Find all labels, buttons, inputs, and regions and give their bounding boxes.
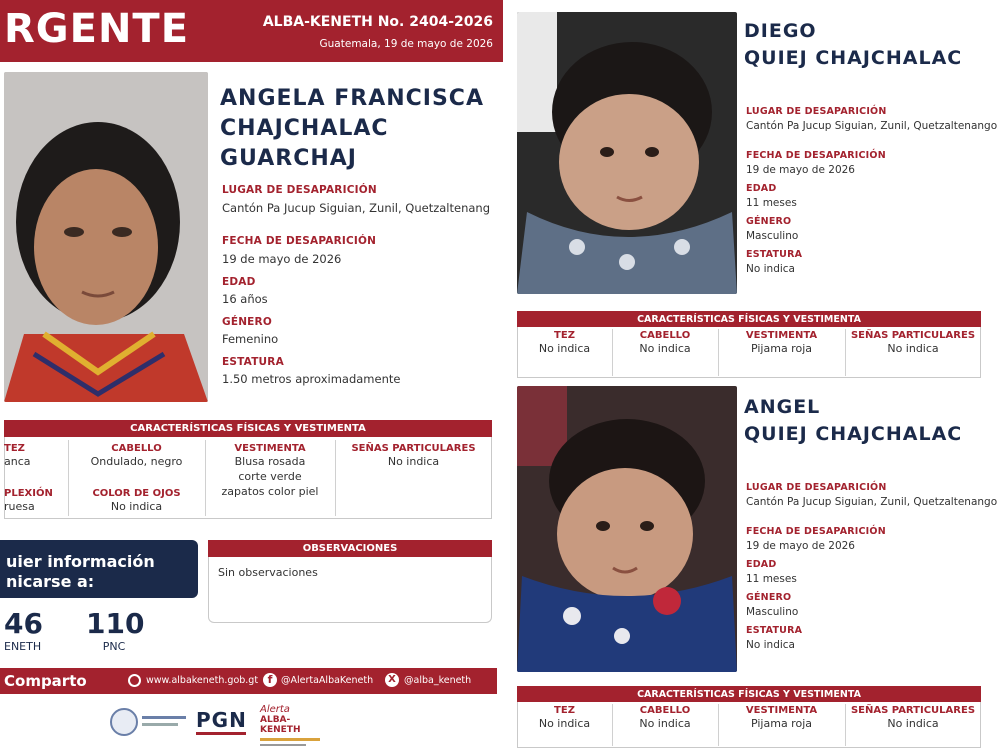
- person-name: [744, 18, 962, 72]
- alba-word: ALBA-KENETH: [260, 715, 301, 735]
- government-logo-text2: [142, 723, 178, 726]
- col-value: No indica: [110, 500, 163, 513]
- field-label: FECHA DE DESAPARICIÓN: [222, 235, 377, 247]
- field-label: EDAD: [746, 559, 777, 570]
- field-label: GÉNERO: [746, 216, 792, 227]
- photo-diego: [517, 12, 737, 294]
- name-line: ANGELA FRANCISCA: [220, 86, 484, 111]
- col-senas: [845, 705, 981, 731]
- col-label: PLEXIÓN: [4, 488, 53, 499]
- logos: [110, 702, 350, 742]
- fields: [746, 482, 998, 651]
- footer-share: Comparto: [4, 672, 87, 690]
- banner-word: RGENTE: [4, 6, 190, 52]
- col-label: VESTIMENTA: [745, 330, 818, 341]
- phone-pnc[interactable]: [86, 607, 145, 653]
- col-label: TEZ: [554, 330, 575, 341]
- col-value: No indica: [639, 342, 691, 355]
- government-logo-text: [142, 716, 186, 719]
- field-label: LUGAR DE DESAPARICIÓN: [222, 184, 377, 196]
- observations-text: Sin observaciones: [218, 566, 318, 579]
- footer-x[interactable]: @alba_keneth: [404, 675, 472, 686]
- info-line: uier información: [6, 552, 155, 571]
- field-value: Femenino: [222, 332, 279, 346]
- col-tez: [517, 705, 612, 731]
- col-senas: [335, 443, 492, 469]
- poster-angel: [515, 378, 1000, 750]
- pgn-underline: [196, 732, 246, 735]
- x-icon: X: [385, 673, 399, 687]
- logo-decor2: [260, 744, 306, 746]
- col-cabello: [68, 443, 205, 469]
- field-value: 1.50 metros aproximadamente: [222, 372, 401, 386]
- field-value: Masculino: [746, 606, 799, 618]
- info-box: [0, 540, 198, 598]
- photo-angela: [4, 72, 208, 402]
- section-header: CARACTERÍSTICAS FÍSICAS Y VESTIMENTA: [517, 686, 981, 702]
- field-value: Cantón Pa Jucup Siguian, Zunil, Quetzaltenango: [746, 120, 998, 132]
- field-value: 19 de mayo de 2026: [222, 252, 342, 266]
- field-value: 16 años: [222, 292, 268, 306]
- field-value: No indica: [746, 639, 795, 651]
- facebook-icon: f: [263, 673, 277, 687]
- government-seal-icon: [110, 708, 138, 736]
- person-name: [744, 394, 962, 448]
- info-line: nicarse a:: [6, 572, 95, 591]
- field-label: GÉNERO: [222, 316, 272, 328]
- field-label: LUGAR DE DESAPARICIÓN: [746, 482, 887, 493]
- field-label: FECHA DE DESAPARICIÓN: [746, 150, 886, 161]
- col-label: VESTIMENTA: [234, 443, 306, 454]
- col-cabello: [612, 705, 718, 731]
- phone-label: ENETH: [4, 640, 42, 653]
- section-header: CARACTERÍSTICAS FÍSICAS Y VESTIMENTA: [4, 420, 492, 437]
- field-label: GÉNERO: [746, 592, 792, 603]
- col-label: TEZ: [554, 705, 575, 716]
- field-value: 11 meses: [746, 197, 797, 209]
- field-label: ESTATURA: [746, 249, 803, 260]
- col-value: No indica: [639, 717, 691, 730]
- name-line: CHAJCHALAC: [220, 116, 389, 141]
- alerta-word: Alerta: [260, 704, 290, 715]
- name-line: ANGEL: [744, 396, 821, 418]
- field-value: No indica: [746, 263, 795, 275]
- fields: [746, 106, 998, 275]
- person-name: [220, 84, 484, 174]
- field-label: LUGAR DE DESAPARICIÓN: [746, 106, 887, 117]
- col-value: No indica: [538, 717, 591, 730]
- footer-web[interactable]: www.albakeneth.gob.gt: [146, 675, 259, 686]
- phone-number: 110: [86, 607, 145, 640]
- field-value: Cantón Pa Jucup Siguian, Zunil, Quetzaltenang: [222, 201, 491, 215]
- col-value: Pijama roja: [750, 717, 812, 730]
- logo-decor: [260, 738, 320, 741]
- col-tez: [4, 443, 34, 469]
- footer-bar: [0, 668, 497, 694]
- col-label: CABELLO: [639, 330, 691, 341]
- col-tez: [517, 330, 612, 356]
- fields: [222, 184, 502, 386]
- col-value: zapatos color piel: [221, 485, 319, 498]
- col-complexion: [4, 488, 64, 514]
- section-header: CARACTERÍSTICAS FÍSICAS Y VESTIMENTA: [517, 311, 981, 327]
- observations-header: OBSERVACIONES: [208, 540, 492, 557]
- col-label: CABELLO: [111, 443, 162, 454]
- urgent-banner: [0, 0, 503, 62]
- col-value: No indica: [887, 717, 939, 730]
- col-vestimenta: [205, 443, 335, 499]
- col-value: ruesa: [4, 500, 35, 513]
- col-value: No indica: [538, 342, 591, 355]
- field-label: ESTATURA: [222, 356, 284, 368]
- field-label: FECHA DE DESAPARICIÓN: [746, 526, 886, 537]
- pgn-logo: PGN: [196, 708, 247, 732]
- field-label: EDAD: [222, 276, 256, 288]
- col-label: CABELLO: [639, 705, 691, 716]
- col-value: Blusa rosada: [234, 455, 306, 468]
- col-vestimenta: [718, 330, 845, 356]
- col-senas: [845, 330, 981, 356]
- phone-number: 46: [4, 607, 43, 640]
- col-label: SEÑAS PARTICULARES: [351, 443, 476, 454]
- field-value: Cantón Pa Jucup Siguian, Zunil, Quetzaltenango: [746, 496, 998, 508]
- alerta-logo: [260, 704, 330, 746]
- col-label: COLOR DE OJOS: [92, 488, 181, 499]
- name-line: DIEGO: [744, 20, 817, 42]
- field-label: EDAD: [746, 183, 777, 194]
- place-date: Guatemala, 19 de mayo de 2026: [319, 38, 493, 50]
- col-label: SEÑAS PARTICULARES: [850, 330, 976, 341]
- field-value: Masculino: [746, 230, 799, 242]
- col-value: No indica: [387, 455, 440, 468]
- footer-facebook[interactable]: @AlertaAlbaKeneth: [281, 675, 374, 686]
- col-value: anca: [4, 455, 31, 468]
- col-value: Ondulado, negro: [90, 455, 183, 468]
- col-cabello: [612, 330, 718, 356]
- photo-angel: [517, 386, 737, 672]
- name-line: QUIEJ CHAJCHALAC: [744, 47, 963, 69]
- field-value: 19 de mayo de 2026: [746, 540, 855, 552]
- phone-alba[interactable]: [4, 608, 43, 653]
- field-label: ESTATURA: [746, 625, 803, 636]
- col-value: No indica: [887, 342, 939, 355]
- col-vestimenta: [718, 705, 845, 731]
- collage-gap: [503, 0, 515, 750]
- col-value: corte verde: [238, 470, 302, 483]
- alert-id: ALBA-KENETH No. 2404-2026: [262, 14, 493, 30]
- col-label: TEZ: [4, 443, 25, 454]
- web-icon: [128, 674, 141, 687]
- field-value: 19 de mayo de 2026: [746, 164, 855, 176]
- name-line: GUARCHAJ: [220, 146, 357, 171]
- phone-label: PNC: [102, 640, 126, 653]
- col-ojos: [68, 488, 205, 514]
- name-line: QUIEJ CHAJCHALAC: [744, 423, 963, 445]
- col-label: VESTIMENTA: [745, 705, 818, 716]
- col-value: Pijama roja: [750, 342, 812, 355]
- field-value: 11 meses: [746, 573, 797, 585]
- col-label: SEÑAS PARTICULARES: [850, 705, 976, 716]
- poster-diego: [515, 0, 1000, 378]
